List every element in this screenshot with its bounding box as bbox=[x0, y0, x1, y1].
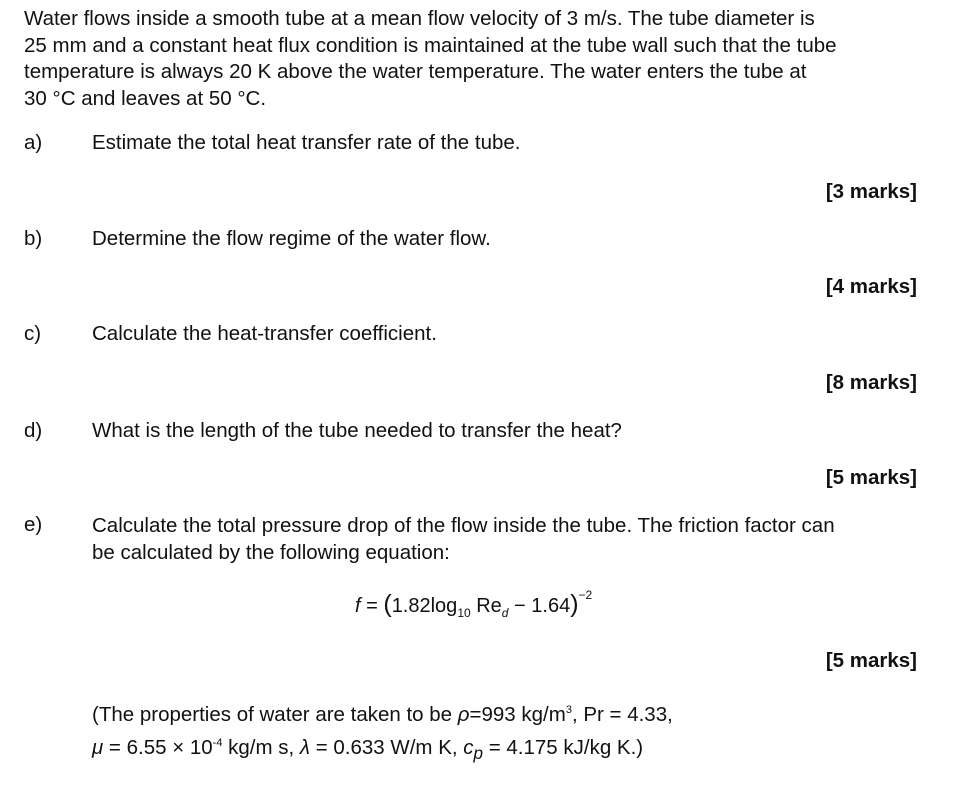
intro-line-3: temperature is always 20 K above the water temperature. The water enters the tube at bbox=[24, 60, 807, 83]
question-e-text bbox=[92, 513, 922, 566]
question-e-letter: e) bbox=[24, 513, 43, 536]
intro-line-1: Water flows inside a smooth tube at a mean flow velocity of 3 m/s. The tube diameter is bbox=[24, 7, 815, 30]
props-open: (The properties of water are taken to be bbox=[92, 702, 458, 726]
cp-value: = 4.175 kJ/kg K.) bbox=[483, 735, 644, 759]
question-c-letter: c) bbox=[24, 322, 42, 345]
mu-symbol: μ bbox=[92, 735, 104, 759]
eq-equals: = bbox=[360, 595, 384, 617]
mu-unit: kg/m s, bbox=[222, 735, 300, 759]
intro-line-2: 25 mm and a constant heat flux condition is maintained at the tube wall such that the tube bbox=[24, 33, 837, 57]
question-d-marks: [5 marks] bbox=[825, 466, 917, 489]
pr-value: , Pr = 4.33, bbox=[571, 702, 673, 726]
question-c-marks: [8 marks] bbox=[825, 371, 917, 394]
question-a-letter: a) bbox=[24, 131, 43, 154]
rho-value: =993 kg/m bbox=[469, 702, 566, 726]
problem-statement bbox=[24, 6, 924, 112]
lambda-value: = 0.633 W/m K, bbox=[310, 735, 464, 759]
question-a-text: Estimate the total heat transfer rate of the tube. bbox=[92, 131, 521, 154]
question-e-line-2: be calculated by the following equation: bbox=[92, 540, 450, 564]
mu-exponent: -4 bbox=[212, 736, 223, 749]
eq-log-base: 10 bbox=[457, 606, 471, 620]
eq-re: Re bbox=[470, 595, 502, 617]
mu-value: = 6.55 × 10 bbox=[103, 735, 213, 759]
lambda-symbol: λ bbox=[299, 735, 311, 759]
cp-subscript: p bbox=[473, 743, 484, 763]
cp-symbol: c bbox=[463, 735, 474, 759]
question-d-text: What is the length of the tube needed to transfer the heat? bbox=[92, 419, 622, 442]
rho-symbol: ρ bbox=[457, 702, 470, 726]
rho-exponent: 3 bbox=[565, 704, 572, 716]
question-e-marks: [5 marks] bbox=[825, 649, 917, 672]
properties-line-1 bbox=[92, 696, 673, 729]
eq-body: 1.82log bbox=[391, 595, 458, 617]
eq-exponent: −2 bbox=[578, 588, 593, 602]
eq-re-subscript: d bbox=[501, 606, 509, 620]
question-e-line-1: Calculate the total pressure drop of the flow inside the tube. The friction factor can bbox=[92, 514, 835, 537]
question-b-text: Determine the flow regime of the water flow. bbox=[92, 227, 491, 250]
eq-open-paren: ( bbox=[383, 590, 392, 618]
properties-line-2 bbox=[92, 729, 673, 768]
question-b-marks: [4 marks] bbox=[825, 275, 917, 298]
eq-close-paren: ) bbox=[570, 590, 579, 618]
question-a-marks: [3 marks] bbox=[825, 180, 917, 203]
question-d-letter: d) bbox=[24, 419, 43, 442]
question-b-letter: b) bbox=[24, 227, 43, 250]
water-properties bbox=[92, 696, 673, 768]
friction-factor-equation bbox=[355, 590, 592, 619]
question-c-text: Calculate the heat-transfer coefficient. bbox=[92, 322, 437, 345]
eq-tail: − 1.64 bbox=[508, 595, 571, 617]
intro-line-4: 30 °C and leaves at 50 °C. bbox=[24, 86, 267, 110]
eq-lhs: f bbox=[355, 595, 361, 617]
